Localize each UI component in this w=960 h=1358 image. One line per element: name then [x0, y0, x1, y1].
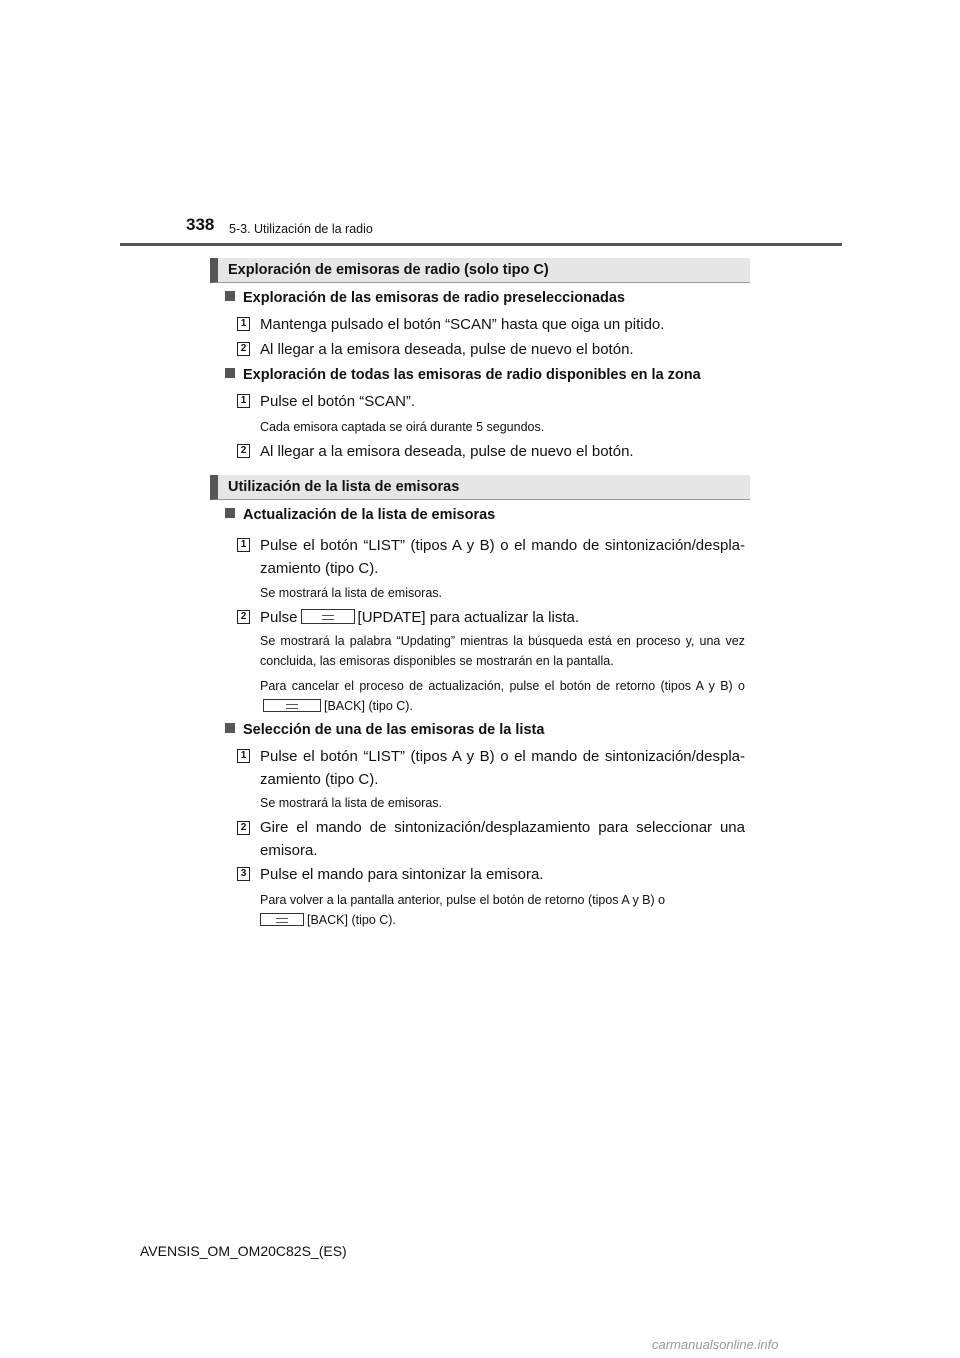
subsection-all-scan	[225, 367, 701, 383]
step-text: Pulse el botón “LIST” (tipos A y B) o el mando de sintonización/despla-zamiento (tipo C).	[260, 537, 745, 577]
subsection-update-list	[225, 507, 495, 523]
step-note: Se mostrará la palabra “Updating” mientras la búsqueda está en proceso y, una vez concluida, las emisoras disponibles se mostrarán en la pantalla.	[260, 634, 745, 668]
square-bullet-icon	[225, 291, 235, 301]
header-rule	[120, 243, 842, 246]
screen-button-icon	[301, 609, 355, 624]
step-text: Pulse el botón “LIST” (tipos A y B) o el mando de sintonización/despla-zamiento (tipo C).	[260, 748, 745, 788]
section-title-list: Utilización de la lista de emisoras	[210, 475, 750, 500]
step-number: 1	[237, 538, 250, 552]
screen-button-icon	[260, 913, 304, 926]
step-note: Cada emisora captada se oirá durante 5 segundos.	[260, 420, 545, 434]
step-text-part: Pulse	[260, 609, 298, 626]
note-text-part: Para volver a la pantalla anterior, pulse el botón de retorno (tipos A y B) o	[260, 893, 666, 907]
page-number: 338	[186, 215, 215, 234]
step-number: 1	[237, 394, 250, 408]
manual-code: AVENSIS_OM_OM20C82S_(ES)	[140, 1243, 347, 1259]
subsection-select-station	[225, 722, 544, 738]
step-text-part: [UPDATE] para actualizar la lista.	[357, 609, 580, 626]
square-bullet-icon	[225, 368, 235, 378]
step-number: 1	[237, 317, 250, 331]
step-note: Se mostrará la lista de emisoras.	[260, 796, 443, 810]
section-reference: 5-3. Utilización de la radio	[229, 222, 373, 236]
note-text-part: [BACK] (tipo C).	[307, 913, 396, 927]
step-note	[260, 890, 745, 930]
subsection-title: Actualización de la lista de emisoras	[243, 507, 496, 523]
subsection-title: Exploración de todas las emisoras de radio disponibles en la zona	[243, 367, 701, 383]
step-text: Gire el mando de sintonización/desplazamiento para seleccionar una emisora.	[260, 819, 745, 859]
screen-button-icon	[263, 699, 321, 712]
note-text-part: [BACK] (tipo C).	[324, 699, 413, 713]
step-text: Al llegar a la emisora deseada, pulse de nuevo el botón.	[260, 341, 634, 358]
step-number: 2	[237, 821, 250, 835]
step-number: 2	[237, 342, 250, 356]
step-number: 3	[237, 867, 250, 881]
square-bullet-icon	[225, 723, 235, 733]
step-text: Pulse el botón “SCAN”.	[260, 393, 416, 410]
step-number: 2	[237, 610, 250, 624]
section-title-scan: Exploración de emisoras de radio (solo tipo C)	[210, 258, 750, 283]
subsection-title: Exploración de las emisoras de radio preseleccionadas	[243, 290, 625, 306]
step-number: 2	[237, 444, 250, 458]
note-text-part: Para cancelar el proceso de actualización, pulse el botón de retorno (tipos A y B) o	[260, 679, 745, 693]
step-text: Pulse el mando para sintonizar la emisora.	[260, 866, 544, 883]
step-note	[260, 676, 745, 716]
step-text: Al llegar a la emisora deseada, pulse de nuevo el botón.	[260, 443, 634, 460]
square-bullet-icon	[225, 508, 235, 518]
step-number: 1	[237, 749, 250, 763]
subsection-title: Selección de una de las emisoras de la lista	[243, 722, 545, 738]
step-text	[260, 606, 745, 629]
step-note: Se mostrará la lista de emisoras.	[260, 586, 443, 600]
subsection-preset-scan	[225, 290, 625, 306]
watermark: carmanualsonline.info	[652, 1337, 779, 1352]
step-text: Mantenga pulsado el botón “SCAN” hasta que oiga un pitido.	[260, 316, 665, 333]
